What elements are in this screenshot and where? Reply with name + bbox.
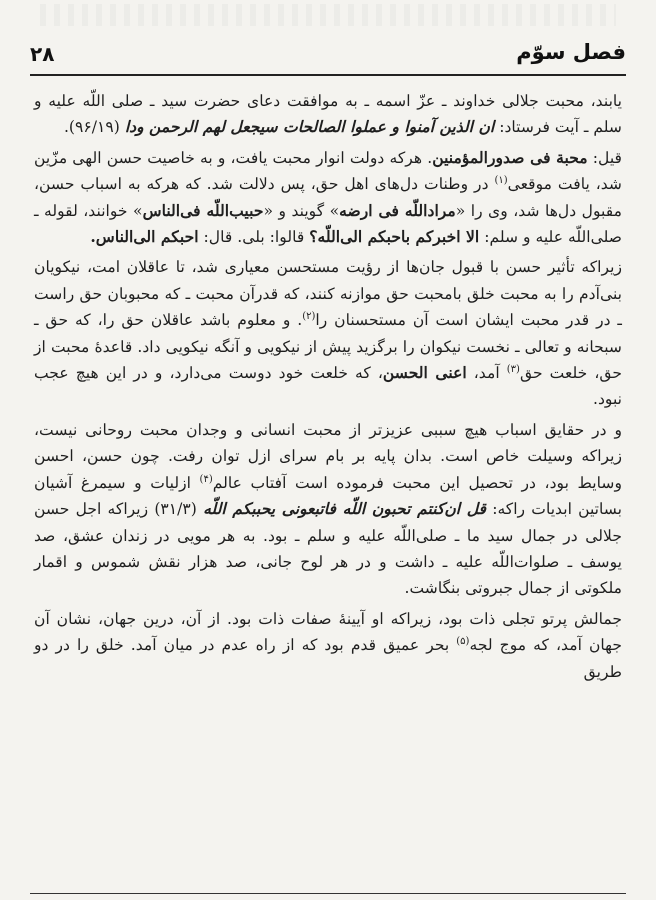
text-run: زیراکه تأثیر حسن با قبول جان‌ها از رؤیت مستحسن معیاری شد، تا عاقلان امت، نیکویان بنی‌آدم را به محبت خلق بامحبت حق موازنه کنند، که قدرآن محبت ـ که محبوبان حق راست ـ در قدر محبت ایشان است آن مستحسنان را <box>34 258 622 330</box>
paragraph <box>34 88 622 141</box>
emphasized-text: مراداللّه فی ارضه <box>339 200 456 220</box>
paragraph <box>34 606 622 685</box>
header-rule <box>30 74 626 76</box>
page-header <box>30 38 626 72</box>
text-run: » گویند و « <box>263 201 340 220</box>
paragraph <box>34 145 622 251</box>
text-run: ، که خلعت خود دوست می‌دارد، و در این هیچ عجب نبود. <box>34 364 622 409</box>
body-text <box>34 88 622 689</box>
text-run: (۹۶/۱۹). <box>63 118 125 137</box>
text-run: ازلیات و سیمرغ آشیان بساتین ابدیات راکه: <box>34 473 622 519</box>
paragraph <box>34 254 622 412</box>
emphasized-text: ان الذین آمنوا و عملوا الصالحات سیجعل لهم الرحمن ودا <box>124 117 495 137</box>
emphasized-text: الا اخبرکم باحبکم الی‌اللّه؟ <box>309 227 480 247</box>
emphasized-text: اعنی الحسن <box>382 363 467 383</box>
text-run: (۳۱/۳) زیراکه اجل حسن جلالی در جمال سید ما ـ صلی‌اللّه علیه و سلم ـ بود. به هر مویی در زندان عشق، صد یوسف ـ صلوات‌اللّه علیه ـ داشت و در هر لوح جانی، صد هزار نقش شموس و اقمار ملکوتی از جمال جبروتی بنگاشت. <box>34 500 622 598</box>
text-run: آمد، <box>466 364 507 383</box>
footnote-marker: (۱) <box>494 175 508 187</box>
footnote-marker: (۳) <box>506 363 520 375</box>
emphasized-text: محبة فی صدورالمؤمنین <box>432 147 588 167</box>
footnote-marker: (۲) <box>302 311 316 323</box>
footnote-marker: (۴) <box>199 473 213 485</box>
chapter-title: فصل سوّم <box>516 40 626 64</box>
paragraph <box>34 417 622 602</box>
bleed-through-text <box>40 4 616 26</box>
text-run: قیل: <box>587 148 622 167</box>
emphasized-text: قل ان‌کنتم تحبون اللّه فاتبعونی یحببکم اللّه <box>203 499 487 519</box>
page-number: ۲۸ <box>30 42 55 66</box>
text-run: . و معلوم باشد عاقلان حق را، که حق ـ سبحانه و تعالی ـ نخست نیکوان را برگزید پیش از نیکویی و آنگه نیکویی داد. قاعدهٔ محبت از حق، خلعت حق <box>34 311 623 383</box>
emphasized-text: احبکم الی‌الناس. <box>90 227 199 247</box>
text-run: و در حقایق اسباب هیچ سببی عزیزتر از محبت انسانی و وجدان محبت روحانی نیست، زیراکه وسیلت خاص است. بدان پایه بر بام سرای ازل توان رفت. چون حسن، احسن وسایط بود، در تحصیل این محبت فرموده است آفتاب عالم <box>34 420 622 492</box>
text-run: جمالش پرتو تجلی ذات بود، زیراکه او آیینهٔ صفات ذات بود. از آن، درین جهان، نشان آن جهان آمد، که موج لجه <box>34 609 622 655</box>
emphasized-text: حبیب‌اللّه فی‌الناس <box>142 200 264 220</box>
text-run: . هرکه دولت انوار محبت یافت، و به خاصیت حسن الهی مزّین شد، یافت موقعی <box>34 148 622 194</box>
footer-rule <box>30 893 626 894</box>
text-run: بحر عمیق قدم بود که از راه عدم در میان آمد. خلق را در دو طریق <box>34 636 622 681</box>
text-run: یابند، محبت جلالی خداوند ـ عزّ اسمه ـ به موافقت دعای حضرت سید ـ صلی اللّه علیه و سلم ـ آیت فرستاد: <box>34 92 622 137</box>
text-run: قالوا: بلی. قال: <box>198 228 310 247</box>
footnote-marker: (۵) <box>456 635 470 647</box>
text-run: در وطنات دل‌های اهل حق، پس دلالت شد. که هرکه به اسباب حسن، مقبول دل‌ها شد، وی را « <box>34 175 622 220</box>
text-run: » خوانند، لقوله ـ صلی‌اللّه علیه و سلم: <box>34 201 622 247</box>
